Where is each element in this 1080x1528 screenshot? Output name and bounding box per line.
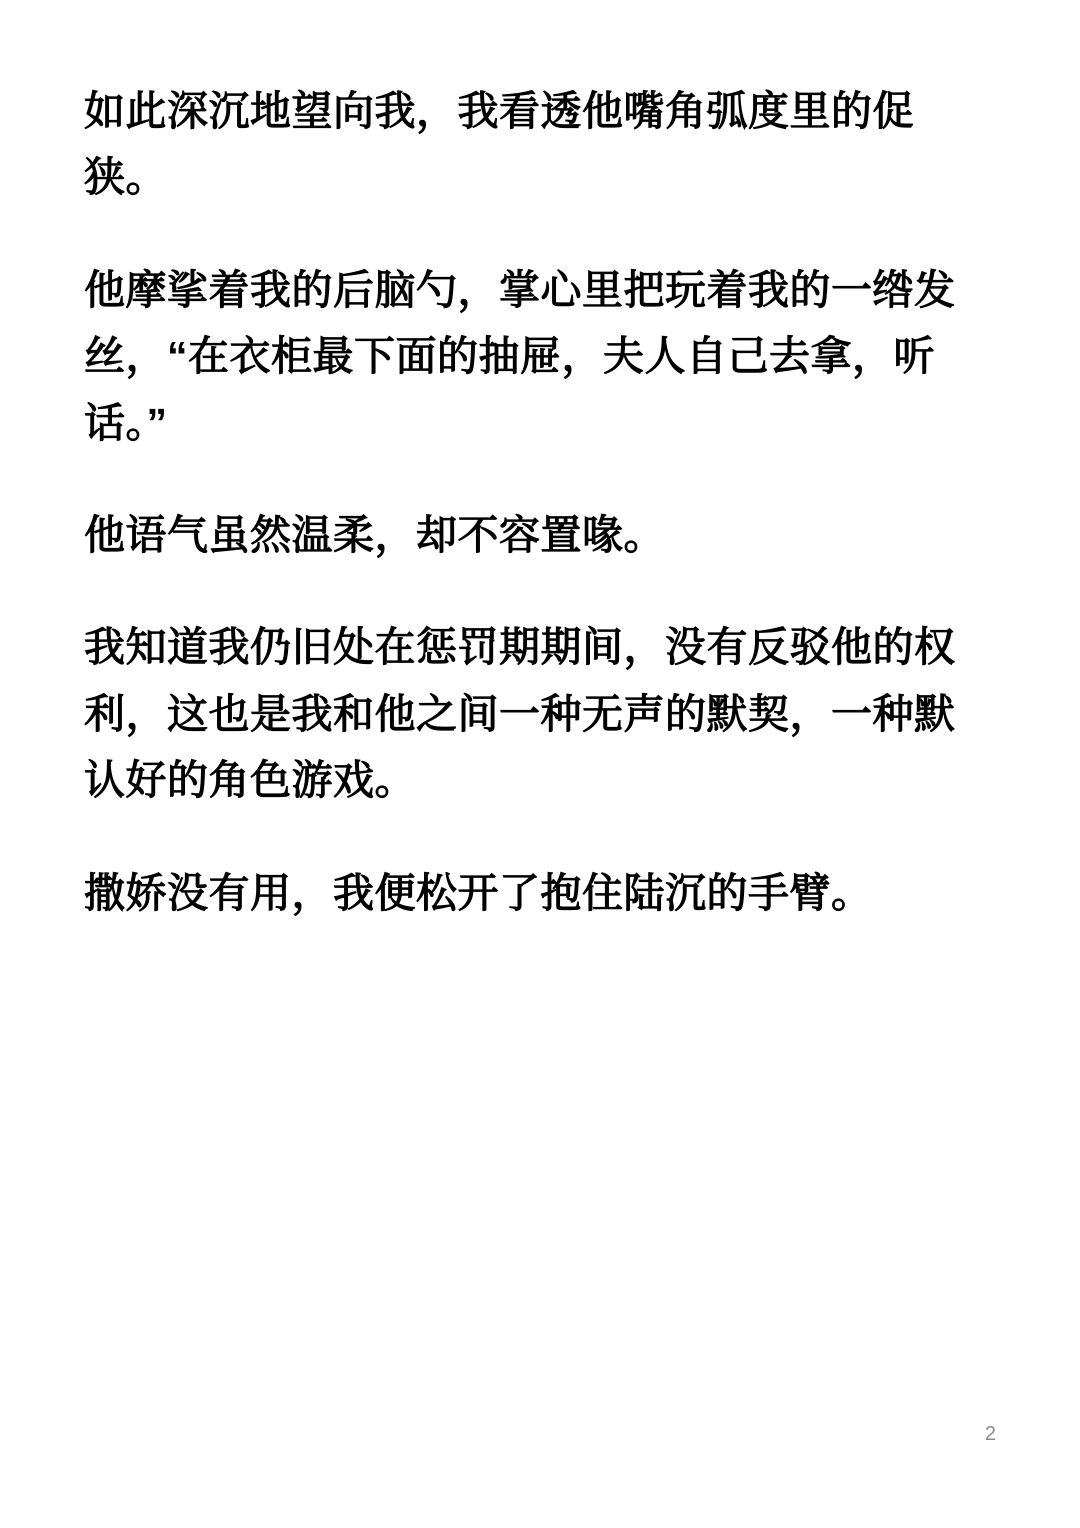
paragraph: 我知道我仍旧处在惩罚期期间，没有反驳他的权利，这也是我和他之间一种无声的默契，一种默认好的角色游戏。 <box>84 624 956 804</box>
paragraph: 如此深沉地望向我，我看透他嘴角弧度里的促狭。 <box>84 88 914 201</box>
document-body <box>84 78 996 926</box>
paragraph: 撒娇没有用，我便松开了抱住陆沉的手臂。 <box>84 869 873 916</box>
page-number: 2 <box>984 1423 996 1445</box>
paragraph: 他摩挲着我的后脑勺，掌心里把玩着我的一绺发丝，“在衣柜最下面的抽屉，夫人自己去拿，听话。” <box>84 266 956 446</box>
paragraph: 他语气虽然温柔，却不容置喙。 <box>84 512 665 559</box>
